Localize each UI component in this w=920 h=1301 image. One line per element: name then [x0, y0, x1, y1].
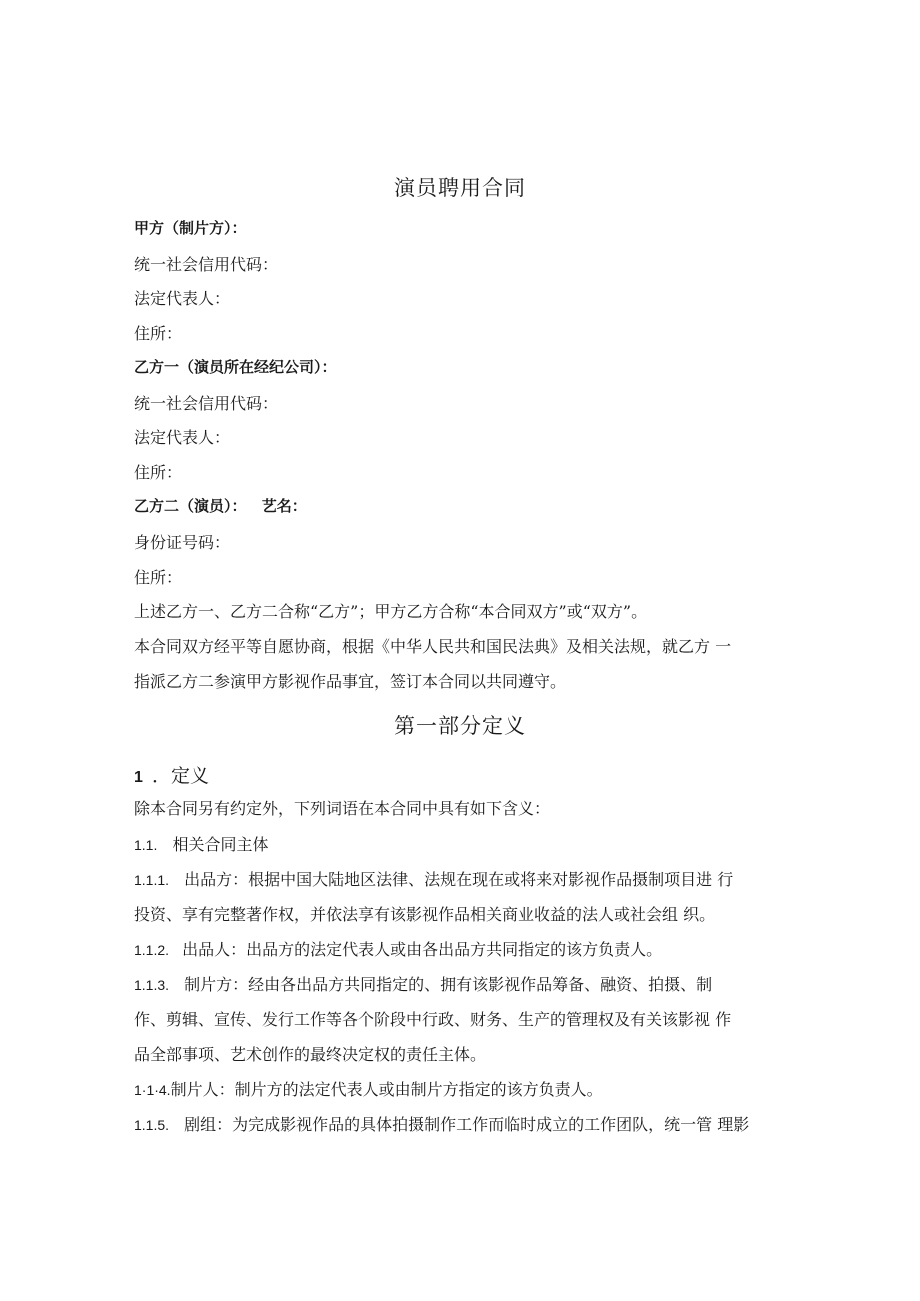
- preamble-line-1: 上述乙方一、乙方二合称“乙方”；甲方乙方合称“本合同双方”或“双方”。: [134, 602, 648, 621]
- clause-1-1-1-line-2: 投资、享有完整著作权，并依法享有该影视作品相关商业收益的法人或社会组 织。: [134, 905, 716, 924]
- section-1-number: 1: [134, 769, 143, 786]
- party-b1-credit-code: 统一社会信用代码：: [134, 394, 279, 413]
- clause-1-1: [134, 832, 268, 855]
- clause-1-1-text: 相关合同主体: [172, 835, 269, 854]
- party-a-address: 住所：: [134, 324, 183, 343]
- clause-1-1-3-line-2: 作、剪辑、宣传、发行工作等各个阶段中行政、财务、生产的管理权及有关该影视 作: [134, 1010, 732, 1029]
- clause-1-1-1-text-1: 出品方：根据中国大陆地区法律、法规在现在或将来对影视作品摄制项目进 行: [184, 870, 734, 889]
- party-a-legal-rep: 法定代表人：: [134, 289, 231, 308]
- party-b1-address: 住所：: [134, 463, 183, 482]
- preamble-line-2: 本合同双方经平等自愿协商，根据《中华人民共和国民法典》及相关法规，就乙方 一: [134, 637, 732, 656]
- clause-1-1-4-number: 1·1·4.: [134, 1082, 171, 1098]
- clause-1-1-5: [134, 1112, 749, 1135]
- clause-1-1-3-line-3: 品全部事项、艺术创作的最终决定权的责任主体。: [134, 1045, 487, 1064]
- party-b2-label: 乙方二（演员）：: [134, 497, 247, 515]
- preamble-line-3: 指派乙方二参演甲方影视作品事宜，签订本合同以共同遵守。: [134, 672, 567, 691]
- party-b2-address: 住所：: [134, 568, 183, 587]
- clause-1-1-1-number: 1.1.1.: [134, 872, 170, 888]
- clause-1-1-1-line-1: [134, 867, 733, 890]
- party-b2-line: [134, 495, 307, 516]
- section-1-title: ．定义: [152, 765, 210, 787]
- clause-1-1-2-number: 1.1.2.: [134, 942, 170, 958]
- clause-1-1-2-text: 出品人：出品方的法定代表人或由各出品方共同指定的该方负责人。: [182, 940, 663, 959]
- clause-1-1-number: 1.1.: [134, 837, 158, 853]
- part1-heading: 第一部分定义: [394, 714, 526, 738]
- section-1-intro: 除本合同另有约定外，下列词语在本合同中具有如下含义：: [134, 799, 551, 818]
- stage-name-label: 艺名：: [261, 497, 307, 515]
- party-a-label: 甲方（制片方）：: [134, 219, 247, 237]
- section-1-heading: [134, 761, 209, 788]
- clause-1-1-4: [134, 1077, 603, 1100]
- document-title: 演员聘用合同: [394, 176, 526, 200]
- party-a-credit-code: 统一社会信用代码：: [134, 255, 279, 274]
- clause-1-1-2: [134, 937, 662, 960]
- clause-1-1-3-number: 1.1.3.: [134, 977, 170, 993]
- clause-1-1-5-number: 1.1.5.: [134, 1117, 170, 1133]
- party-b2-id-number: 身份证号码：: [134, 533, 231, 552]
- clause-1-1-3-text-1: 制片方：经由各出品方共同指定的、拥有该影视作品筹备、融资、拍摄、制: [184, 975, 713, 994]
- party-b1-legal-rep: 法定代表人：: [134, 428, 231, 447]
- party-b1-label: 乙方一（演员所在经纪公司）：: [134, 358, 337, 376]
- clause-1-1-5-text: 剧组：为完成影视作品的具体拍摄制作工作而临时成立的工作团队，统一管 理影: [184, 1115, 750, 1134]
- clause-1-1-4-text: 制片人：制片方的法定代表人或由制片方指定的该方负责人。: [170, 1080, 603, 1099]
- clause-1-1-3-line-1: [134, 972, 712, 995]
